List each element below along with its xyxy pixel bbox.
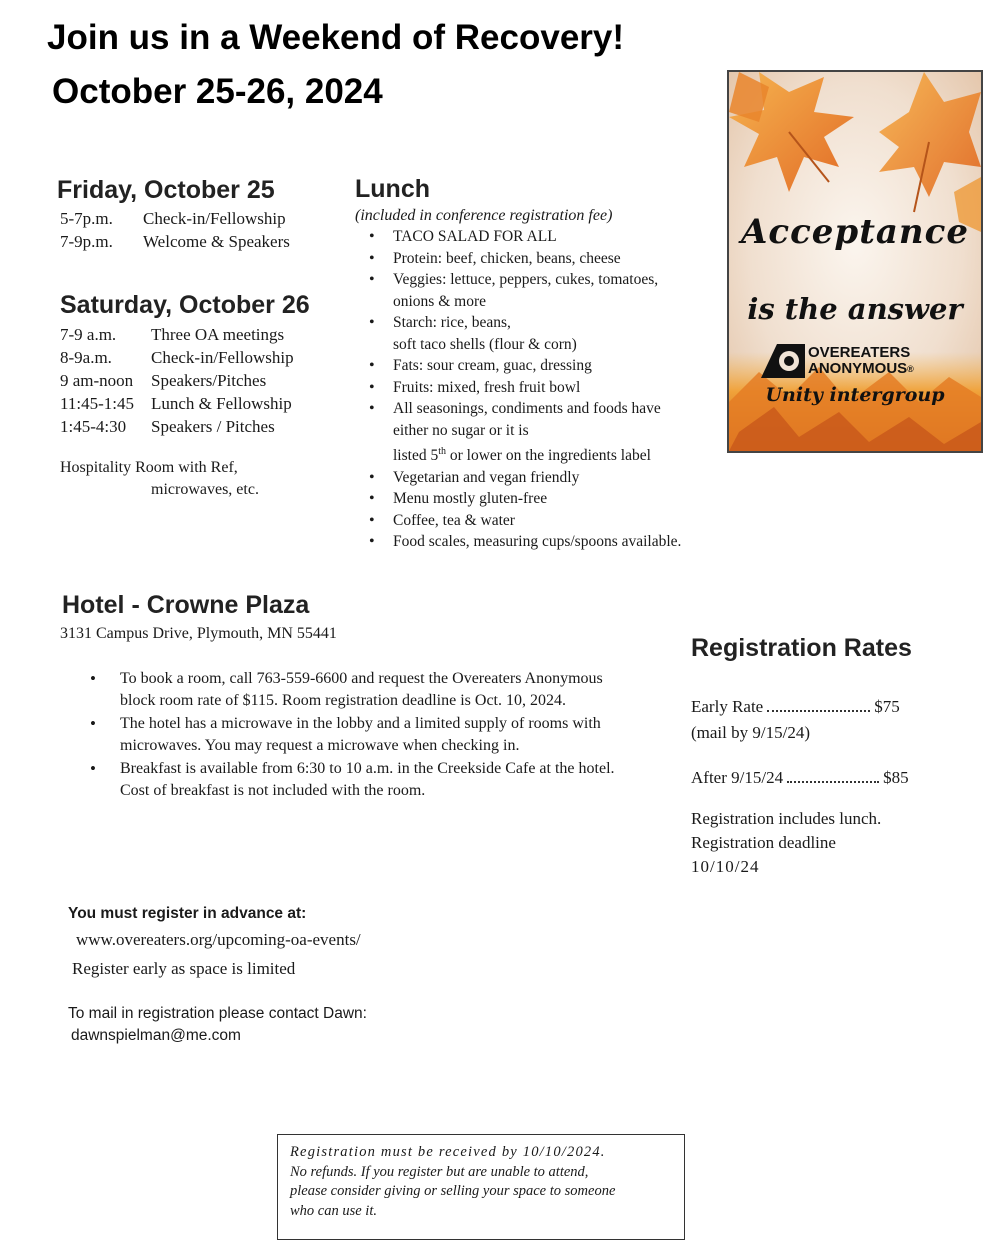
rates-heading: Registration Rates — [691, 634, 912, 662]
list-item: • All seasonings, condiments and foods have either no sugar or it is listed 5th or lower on the ingredients label — [355, 398, 725, 467]
list-item: • Starch: rice, beans, soft taco shells (flour & corn) — [355, 312, 725, 355]
oa-logo-icon — [761, 344, 805, 378]
poster-tagline: Unity intergroup — [765, 384, 945, 406]
lunch-section — [355, 175, 725, 553]
saturday-section — [60, 291, 310, 501]
after-rate-row: After 9/15/24 $85 — [691, 768, 909, 787]
hotel-heading: Hotel - Crowne Plaza — [62, 591, 310, 619]
list-item: • The hotel has a microwave in the lobby and a limited supply of rooms with microwaves. You may request a microwave when checking in. — [60, 713, 620, 757]
schedule-row: 11:45-1:45 Lunch & Fellowship — [60, 394, 292, 413]
lunch-menu-list — [355, 226, 725, 553]
schedule-row: 9 am-noon Speakers/Pitches — [60, 371, 267, 390]
friday-section — [57, 176, 290, 253]
list-item: • Food scales, measuring cups/spoons available. — [355, 531, 725, 553]
schedule-row: 1:45-4:30 Speakers / Pitches — [60, 417, 275, 436]
hotel-address: 3131 Campus Drive, Plymouth, MN 55441 — [60, 625, 337, 642]
register-early-note: Register early as space is limited — [72, 959, 296, 978]
hotel-info-list — [60, 668, 620, 803]
register-url-link[interactable]: www.overeaters.org/upcoming-oa-events/ — [76, 930, 361, 949]
list-item: • Breakfast is available from 6:30 to 10 a.m. in the Creekside Cafe at the hotel. Cost of breakfast is not included with the room. — [60, 758, 620, 802]
list-item: • Fruits: mixed, fresh fruit bowl — [355, 377, 725, 399]
mail-registration-note: To mail in registration please contact Dawn: — [68, 1005, 367, 1022]
contact-email-link[interactable]: dawnspielman@me.com — [71, 1027, 241, 1044]
poster-line-answer: is the answer — [747, 292, 963, 326]
schedule-row: 5-7p.m. Check-in/Fellowship — [60, 209, 286, 228]
oa-logo: OVEREATERS ANONYMOUS® — [761, 344, 914, 378]
list-item: • Menu mostly gluten-free — [355, 488, 725, 510]
hospitality-note: Hospitality Room with Ref, microwaves, etc. — [60, 459, 259, 498]
schedule-row: 7-9p.m. Welcome & Speakers — [60, 232, 290, 251]
list-item: • Coffee, tea & water — [355, 510, 725, 532]
rates-notes: Registration includes lunch. Registration deadline 10/10/24 — [691, 809, 882, 876]
acceptance-poster-image — [727, 70, 983, 453]
list-item: • TACO SALAD FOR ALL — [355, 226, 725, 248]
schedule-row: 8-9a.m. Check-in/Fellowship — [60, 348, 294, 367]
poster-line-acceptance: Acceptance — [741, 212, 969, 252]
registration-notice-box: Registration must be received by 10/10/2024. No refunds. If you register but are unable to attend, please consider giving or selling your space to someone who can use it. — [277, 1134, 685, 1240]
register-heading: You must register in advance at: — [68, 905, 307, 922]
list-item: • Fats: sour cream, guac, dressing — [355, 355, 725, 377]
event-dates: October 25-26, 2024 — [52, 72, 383, 111]
list-item: • Vegetarian and vegan friendly — [355, 467, 725, 489]
early-rate-note: (mail by 9/15/24) — [691, 723, 810, 742]
list-item: • Veggies: lettuce, peppers, cukes, tomatoes, onions & more — [355, 269, 725, 312]
lunch-heading: Lunch — [355, 175, 430, 203]
list-item: • Protein: beef, chicken, beans, cheese — [355, 248, 725, 270]
friday-heading: Friday, October 25 — [57, 176, 275, 204]
list-item: • To book a room, call 763-559-6600 and request the Overeaters Anonymous block room rate of $115. Room registration deadline is Oct. 10, 2024. — [60, 668, 620, 712]
page-title: Join us in a Weekend of Recovery! — [47, 18, 625, 57]
schedule-row: 7-9 a.m. Three OA meetings — [60, 325, 285, 344]
saturday-heading: Saturday, October 26 — [60, 291, 310, 319]
lunch-subtitle: (included in conference registration fee) — [355, 207, 613, 224]
early-rate-row: Early Rate $75 — [691, 697, 900, 716]
